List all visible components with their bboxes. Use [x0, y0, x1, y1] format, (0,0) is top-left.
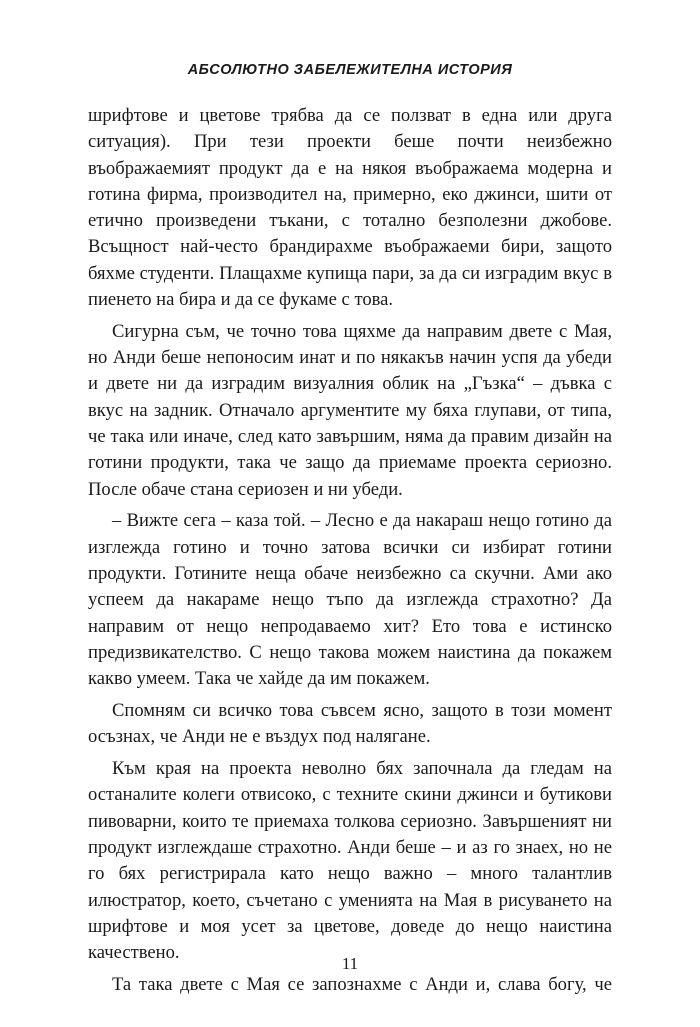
- paragraph: Към края на проекта неволно бях започнала да гледам на останалите колеги отвисоко, с техните скини джинси и бутикови пивоварни, които те приемаха толкова сериозно. Завършеният ни продукт изглеждаше страхотно. Анди беше – и аз го знаех, но не го бях регистрирала като нещо важно – много талантлив илюстратор, което, съчетано с уменията на Мая в рисуването на шрифтове и моя усет за цветове, доведе до нещо наистина качествено.: [88, 758, 612, 964]
- running-header: АБСОЛЮТНО ЗАБЕЛЕЖИТЕЛНА ИСТОРИЯ: [187, 62, 513, 78]
- page-number: 11: [341, 954, 359, 973]
- paragraph: – Вижте сега – каза той. – Лесно е да накараш нещо готино да изглежда готино и точно затова всички си избират готини продукти. Готините неща обаче неизбежно са скучни. Ами ако успеем да накараме нещо тъпо да изглежда страхотно? Да направим от нещо непродаваемо хит? Ето това е истинско предизвикателство. С нещо такова можем наистина да покажем какво умеем. Така че хайде да им покажем.: [88, 510, 612, 690]
- paragraph: Спомням си всичко това съвсем ясно, защото в този момент осъзнах, че Анди не е въздух под налягане.: [88, 700, 612, 748]
- paragraph: Та така двете с Мая се запознахме с Анди и, слава богу, че: [112, 974, 612, 995]
- body-text: [88, 103, 612, 1004]
- paragraph: Сигурна съм, че точно това щяхме да направим двете с Мая, но Анди беше непоносим инат и по някакъв начин успя да убеди и двете ни да изградим визуалния облик на „Гъзка“ – дъвка с вкус на задник. Отначало аргументите му бяха глупави, от типа, че така или иначе, след като завършим, няма да правим дизайн на готини продукти, така че защо да приемаме проекта сериозно. После обаче стана сериозен и ни убеди.: [88, 320, 612, 500]
- paragraph: шрифтове и цветове трябва да се ползват в една или друга ситуация). При тези проекти беше почти неизбежно въображаемият продукт да е на някоя въображаема модерна и готина фирма, производител на, примерно, еко джинси, шити от етично произведени тъкани, с тотално безполезни джобове. Всъщност най-често брандирахме въображаеми бири, защото бяхме студенти. Плащахме купища пари, за да си изградим вкус в пиенето на бира и да се фукаме с това.: [88, 105, 612, 311]
